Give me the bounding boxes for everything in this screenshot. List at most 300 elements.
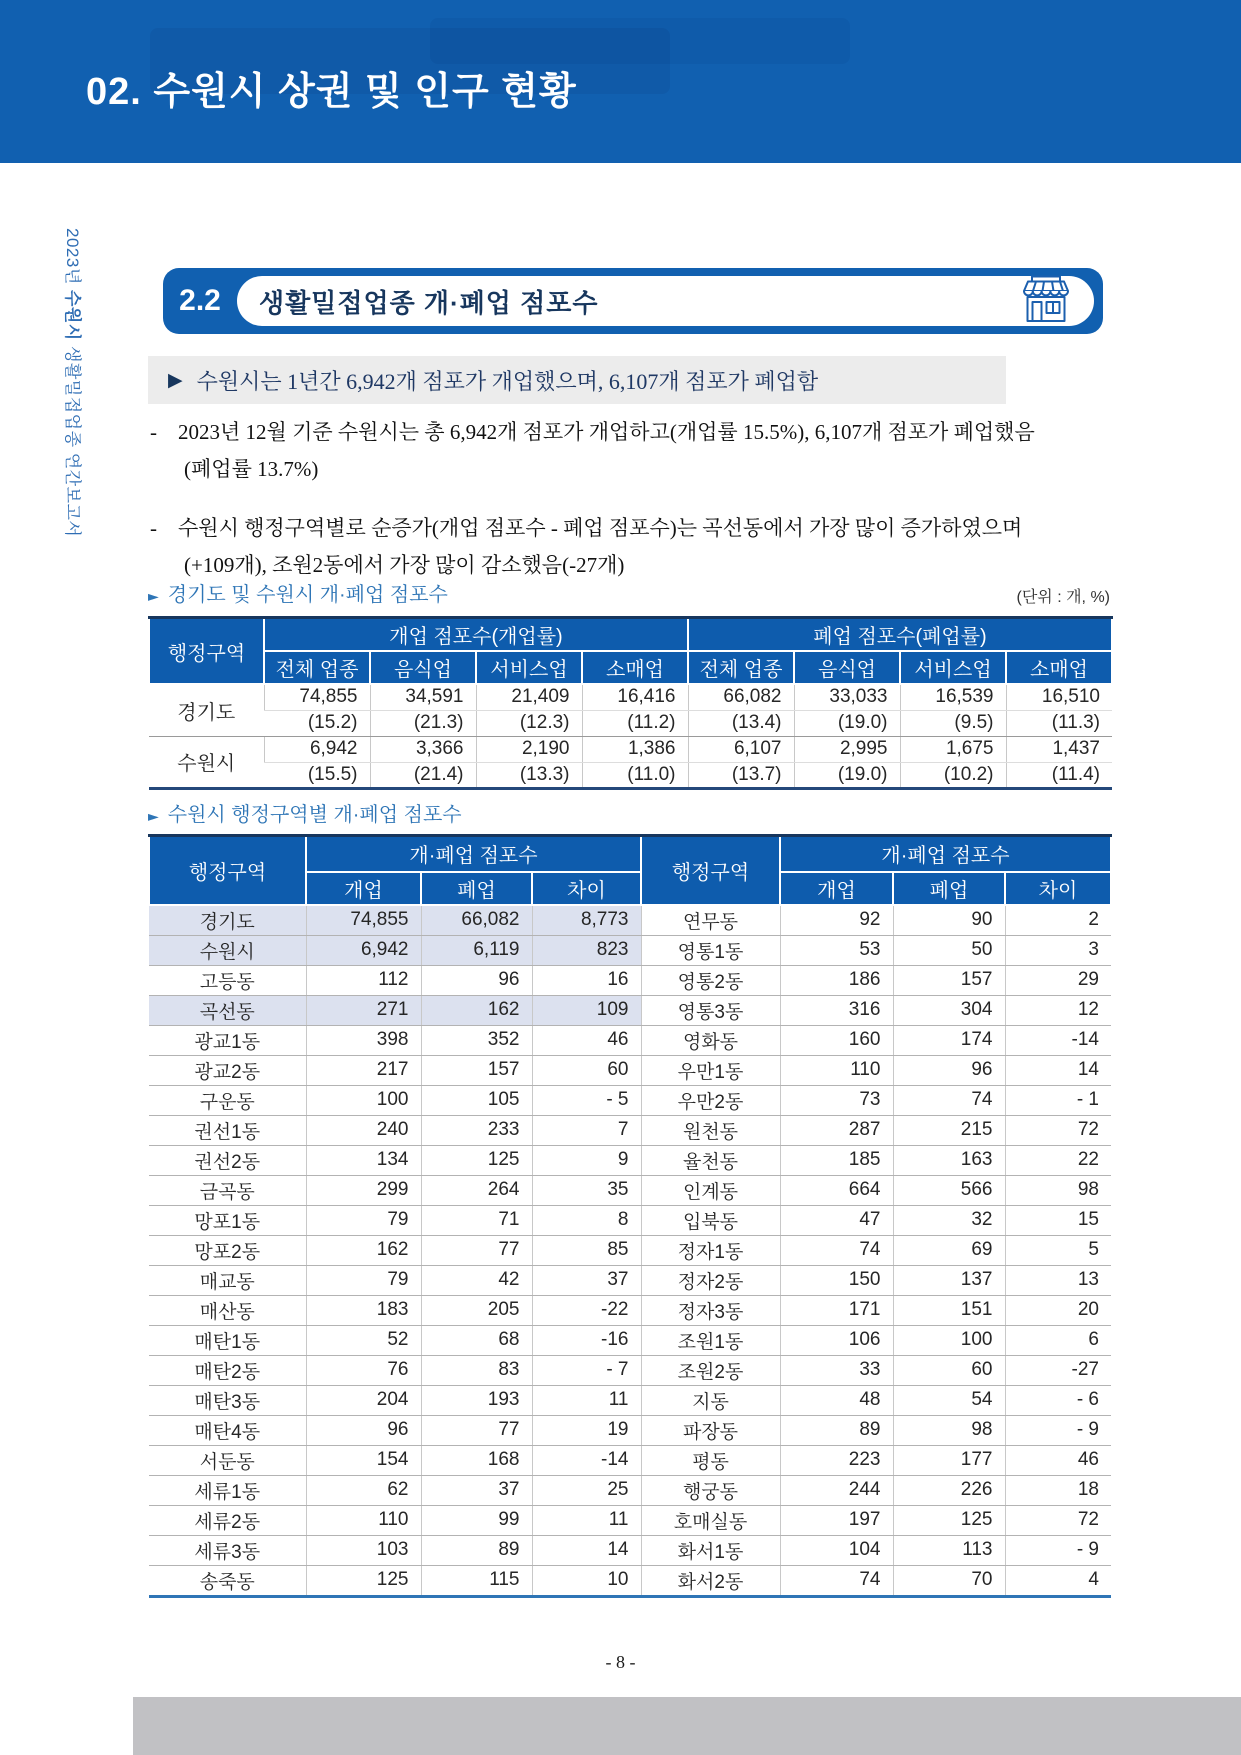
open-count-cell: 186 <box>780 965 893 995</box>
district-name-cell: 고등동 <box>149 965 306 995</box>
open-count-cell: 271 <box>306 995 421 1025</box>
table2-column-header: 차이 <box>532 872 641 905</box>
table-row <box>149 1415 1111 1445</box>
table2-group-header: 개·폐업 점포수 <box>780 836 1111 872</box>
district-name-cell: 정자1동 <box>641 1235 780 1265</box>
close-count-cell: 105 <box>421 1085 532 1115</box>
arrow-right-icon: ► <box>148 589 159 605</box>
close-count-cell: 113 <box>893 1535 1005 1565</box>
table-row <box>149 1535 1111 1565</box>
table1-title-text: 경기도 및 수원시 개·폐업 점포수 <box>167 584 448 606</box>
table-row <box>149 995 1111 1025</box>
table-row <box>149 965 1111 995</box>
close-count-cell: 6,119 <box>421 935 532 965</box>
value-cell: 1,386 <box>582 736 688 762</box>
diff-count-cell: -27 <box>1005 1355 1111 1385</box>
diff-count-cell: - 1 <box>1005 1085 1111 1115</box>
rate-cell: (21.3) <box>370 710 476 736</box>
diff-count-cell: 9 <box>532 1145 641 1175</box>
value-cell: 1,437 <box>1006 736 1112 762</box>
district-name-cell: 영통2동 <box>641 965 780 995</box>
open-count-cell: 664 <box>780 1175 893 1205</box>
table1-column-header: 음식업 <box>794 651 900 684</box>
open-count-cell: 52 <box>306 1325 421 1355</box>
diff-count-cell: 19 <box>532 1415 641 1445</box>
open-count-cell: 110 <box>780 1055 893 1085</box>
district-name-cell: 우만2동 <box>641 1085 780 1115</box>
bullet-line: 2023년 12월 기준 수원시는 총 6,942개 점포가 개업하고(개업률 15.5%), 6,107개 점포가 폐업했음 <box>178 420 1035 444</box>
diff-count-cell: 98 <box>1005 1175 1111 1205</box>
rate-cell: (19.0) <box>794 762 900 788</box>
diff-count-cell: 12 <box>1005 995 1111 1025</box>
diff-count-cell: - 9 <box>1005 1415 1111 1445</box>
open-count-cell: 76 <box>306 1355 421 1385</box>
diff-count-cell: 5 <box>1005 1235 1111 1265</box>
table2-body <box>149 905 1111 1597</box>
diff-count-cell: 22 <box>1005 1145 1111 1175</box>
district-name-cell: 매탄2동 <box>149 1355 306 1385</box>
open-count-cell: 185 <box>780 1145 893 1175</box>
table-row <box>149 1205 1111 1235</box>
close-count-cell: 37 <box>421 1475 532 1505</box>
table2-title <box>148 798 462 827</box>
section-title: 생활밀접업종 개·폐업 점포수 <box>259 287 599 318</box>
page-number: - 8 - <box>605 1652 636 1672</box>
open-count-cell: 6,942 <box>306 935 421 965</box>
rate-cell: (15.5) <box>264 762 370 788</box>
close-count-cell: 77 <box>421 1235 532 1265</box>
chapter-banner <box>0 0 1241 163</box>
district-name-cell: 망포1동 <box>149 1205 306 1235</box>
table2-column-header: 폐업 <box>421 872 532 905</box>
banner-watermark <box>430 18 850 64</box>
rate-cell: (12.3) <box>476 710 582 736</box>
district-name-cell: 세류1동 <box>149 1475 306 1505</box>
key-finding-text: 수원시는 1년간 6,942개 점포가 개업했으며, 6,107개 점포가 폐업함 <box>196 368 819 394</box>
rate-cell: (13.4) <box>688 710 794 736</box>
close-count-cell: 60 <box>893 1355 1005 1385</box>
table1-title-row <box>148 578 1110 607</box>
open-count-cell: 89 <box>780 1415 893 1445</box>
table-gyeonggi-suwon <box>148 616 1113 790</box>
diff-count-cell: 72 <box>1005 1115 1111 1145</box>
open-count-cell: 96 <box>306 1415 421 1445</box>
diff-count-cell: 35 <box>532 1175 641 1205</box>
bullet-text <box>178 414 1035 488</box>
table-row <box>149 1115 1111 1145</box>
table1-region-header: 행정구역 <box>149 618 264 685</box>
rate-cell: (11.3) <box>1006 710 1112 736</box>
close-count-cell: 54 <box>893 1385 1005 1415</box>
district-name-cell: 화서2동 <box>641 1565 780 1596</box>
region-cell: 경기도 <box>149 684 264 736</box>
table2-column-header: 폐업 <box>893 872 1005 905</box>
close-count-cell: 89 <box>421 1535 532 1565</box>
close-count-cell: 125 <box>421 1145 532 1175</box>
table1-column-header: 소매업 <box>582 651 688 684</box>
close-count-cell: 98 <box>893 1415 1005 1445</box>
diff-count-cell: 823 <box>532 935 641 965</box>
dash-marker: - <box>150 420 157 444</box>
diff-count-cell: 25 <box>532 1475 641 1505</box>
bottom-gray-bar <box>133 1697 1241 1755</box>
open-count-cell: 154 <box>306 1445 421 1475</box>
table1-column-header: 서비스업 <box>476 651 582 684</box>
diff-count-cell: -14 <box>1005 1025 1111 1055</box>
diff-count-cell: 10 <box>532 1565 641 1596</box>
district-name-cell: 조원2동 <box>641 1355 780 1385</box>
district-name-cell: 정자3동 <box>641 1295 780 1325</box>
district-name-cell: 영화동 <box>641 1025 780 1055</box>
open-count-cell: 183 <box>306 1295 421 1325</box>
table2-title-row <box>148 798 1110 827</box>
open-count-cell: 74,855 <box>306 905 421 936</box>
value-cell: 1,675 <box>900 736 1006 762</box>
section-header <box>163 268 1103 334</box>
district-name-cell: 정자2동 <box>641 1265 780 1295</box>
table1-unit-note: (단위 : 개, %) <box>1016 589 1110 606</box>
diff-count-cell: 11 <box>532 1505 641 1535</box>
close-count-cell: 215 <box>893 1115 1005 1145</box>
close-count-cell: 352 <box>421 1025 532 1055</box>
table-districts <box>148 834 1112 1598</box>
table-row <box>149 1175 1111 1205</box>
close-count-cell: 137 <box>893 1265 1005 1295</box>
table-row <box>149 1265 1111 1295</box>
district-name-cell: 금곡동 <box>149 1175 306 1205</box>
close-count-cell: 168 <box>421 1445 532 1475</box>
rate-cell: (11.2) <box>582 710 688 736</box>
close-count-cell: 151 <box>893 1295 1005 1325</box>
section-title-box <box>237 276 1094 326</box>
open-count-cell: 162 <box>306 1235 421 1265</box>
close-count-cell: 96 <box>421 965 532 995</box>
table2-title-text: 수원시 행정구역별 개·폐업 점포수 <box>167 804 462 826</box>
bullet-line: 수원시 행정구역별로 순증가(개업 점포수 - 폐업 점포수)는 곡선동에서 가장 많이 증가하였으며 <box>178 516 1023 540</box>
open-count-cell: 125 <box>306 1565 421 1596</box>
table1-header-row <box>149 618 1112 652</box>
region-cell: 수원시 <box>149 736 264 788</box>
rate-cell: (15.2) <box>264 710 370 736</box>
open-count-cell: 240 <box>306 1115 421 1145</box>
diff-count-cell: 46 <box>532 1025 641 1055</box>
diff-count-cell: 16 <box>532 965 641 995</box>
diff-count-cell: 37 <box>532 1265 641 1295</box>
table1-column-header: 소매업 <box>1006 651 1112 684</box>
sidebar-text-bold: 수원시 <box>63 289 82 341</box>
close-count-cell: 68 <box>421 1325 532 1355</box>
close-count-cell: 42 <box>421 1265 532 1295</box>
diff-count-cell: 8,773 <box>532 905 641 936</box>
value-cell: 6,942 <box>264 736 370 762</box>
bullet-line: (폐업률 13.7%) <box>184 457 319 481</box>
table-row <box>149 1235 1111 1265</box>
section-number: 2.2 <box>179 284 221 317</box>
open-count-cell: 217 <box>306 1055 421 1085</box>
close-count-cell: 100 <box>893 1325 1005 1355</box>
rate-cell: (9.5) <box>900 710 1006 736</box>
district-name-cell: 연무동 <box>641 905 780 936</box>
close-count-cell: 74 <box>893 1085 1005 1115</box>
close-count-cell: 32 <box>893 1205 1005 1235</box>
sidebar-vertical-text <box>60 228 84 537</box>
close-count-cell: 193 <box>421 1385 532 1415</box>
table1-subheader-row <box>149 651 1112 684</box>
table-row <box>149 1505 1111 1535</box>
close-count-cell: 304 <box>893 995 1005 1025</box>
open-count-cell: 73 <box>780 1085 893 1115</box>
rate-cell: (13.3) <box>476 762 582 788</box>
diff-count-cell: 20 <box>1005 1295 1111 1325</box>
arrow-right-icon: ► <box>148 809 159 825</box>
table1-head <box>149 618 1112 685</box>
table1-column-header: 서비스업 <box>900 651 1006 684</box>
diff-count-cell: 11 <box>532 1385 641 1415</box>
diff-count-cell: - 6 <box>1005 1385 1111 1415</box>
district-name-cell: 입북동 <box>641 1205 780 1235</box>
district-name-cell: 원천동 <box>641 1115 780 1145</box>
table-row <box>149 710 1112 736</box>
open-count-cell: 104 <box>780 1535 893 1565</box>
open-count-cell: 287 <box>780 1115 893 1145</box>
rate-cell: (21.4) <box>370 762 476 788</box>
open-count-cell: 244 <box>780 1475 893 1505</box>
district-name-cell: 영통3동 <box>641 995 780 1025</box>
open-count-cell: 197 <box>780 1505 893 1535</box>
diff-count-cell: - 5 <box>532 1085 641 1115</box>
triangle-bullet-icon: ▶ <box>168 369 183 391</box>
diff-count-cell: 60 <box>532 1055 641 1085</box>
diff-count-cell: 14 <box>1005 1055 1111 1085</box>
district-name-cell: 세류2동 <box>149 1505 306 1535</box>
table2-region-header: 행정구역 <box>641 836 780 905</box>
table1-group-header: 개업 점포수(개업률) <box>264 618 688 652</box>
table-row <box>149 1145 1111 1175</box>
diff-count-cell: 3 <box>1005 935 1111 965</box>
district-name-cell: 파장동 <box>641 1415 780 1445</box>
district-name-cell: 곡선동 <box>149 995 306 1025</box>
close-count-cell: 77 <box>421 1415 532 1445</box>
open-count-cell: 62 <box>306 1475 421 1505</box>
diff-count-cell: -16 <box>532 1325 641 1355</box>
close-count-cell: 69 <box>893 1235 1005 1265</box>
table-row <box>149 1565 1111 1596</box>
close-count-cell: 162 <box>421 995 532 1025</box>
open-count-cell: 110 <box>306 1505 421 1535</box>
bullet-item <box>150 510 1125 584</box>
close-count-cell: 157 <box>893 965 1005 995</box>
diff-count-cell: 72 <box>1005 1505 1111 1535</box>
district-name-cell: 광교2동 <box>149 1055 306 1085</box>
diff-count-cell: 46 <box>1005 1445 1111 1475</box>
diff-count-cell: 4 <box>1005 1565 1111 1596</box>
table-row <box>149 905 1111 936</box>
district-name-cell: 우만1동 <box>641 1055 780 1085</box>
diff-count-cell: - 9 <box>1005 1535 1111 1565</box>
table2-column-header: 개업 <box>780 872 893 905</box>
close-count-cell: 125 <box>893 1505 1005 1535</box>
diff-count-cell: 15 <box>1005 1205 1111 1235</box>
open-count-cell: 74 <box>780 1235 893 1265</box>
district-name-cell: 인계동 <box>641 1175 780 1205</box>
close-count-cell: 96 <box>893 1055 1005 1085</box>
open-count-cell: 47 <box>780 1205 893 1235</box>
table1-title <box>148 578 448 607</box>
close-count-cell: 566 <box>893 1175 1005 1205</box>
diff-count-cell: 85 <box>532 1235 641 1265</box>
rate-cell: (10.2) <box>900 762 1006 788</box>
rate-cell: (13.7) <box>688 762 794 788</box>
rate-cell: (11.4) <box>1006 762 1112 788</box>
value-cell: 16,539 <box>900 684 1006 710</box>
table2-head <box>149 836 1111 905</box>
open-count-cell: 150 <box>780 1265 893 1295</box>
district-name-cell: 권선2동 <box>149 1145 306 1175</box>
district-name-cell: 행궁동 <box>641 1475 780 1505</box>
table-row <box>149 1085 1111 1115</box>
chapter-title: 02. 수원시 상권 및 인구 현황 <box>86 71 577 113</box>
diff-count-cell: 13 <box>1005 1265 1111 1295</box>
table-row <box>149 1385 1111 1415</box>
value-cell: 3,366 <box>370 736 476 762</box>
close-count-cell: 233 <box>421 1115 532 1145</box>
district-name-cell: 호매실동 <box>641 1505 780 1535</box>
open-count-cell: 48 <box>780 1385 893 1415</box>
table2-group-header: 개·폐업 점포수 <box>306 836 641 872</box>
value-cell: 16,510 <box>1006 684 1112 710</box>
open-count-cell: 92 <box>780 905 893 936</box>
open-count-cell: 79 <box>306 1205 421 1235</box>
close-count-cell: 163 <box>893 1145 1005 1175</box>
open-count-cell: 106 <box>780 1325 893 1355</box>
diff-count-cell: 109 <box>532 995 641 1025</box>
diff-count-cell: 14 <box>532 1535 641 1565</box>
bullet-item <box>150 414 1125 488</box>
close-count-cell: 66,082 <box>421 905 532 936</box>
district-name-cell: 광교1동 <box>149 1025 306 1055</box>
district-name-cell: 지동 <box>641 1385 780 1415</box>
close-count-cell: 83 <box>421 1355 532 1385</box>
close-count-cell: 264 <box>421 1175 532 1205</box>
value-cell: 21,409 <box>476 684 582 710</box>
value-cell: 34,591 <box>370 684 476 710</box>
open-count-cell: 134 <box>306 1145 421 1175</box>
table-row <box>149 1025 1111 1055</box>
district-name-cell: 평동 <box>641 1445 780 1475</box>
value-cell: 66,082 <box>688 684 794 710</box>
open-count-cell: 53 <box>780 935 893 965</box>
diff-count-cell: -14 <box>532 1445 641 1475</box>
table2-column-header: 개업 <box>306 872 421 905</box>
district-name-cell: 화서1동 <box>641 1535 780 1565</box>
close-count-cell: 157 <box>421 1055 532 1085</box>
open-count-cell: 171 <box>780 1295 893 1325</box>
open-count-cell: 398 <box>306 1025 421 1055</box>
diff-count-cell: 7 <box>532 1115 641 1145</box>
open-count-cell: 79 <box>306 1265 421 1295</box>
table2-region-header: 행정구역 <box>149 836 306 905</box>
district-name-cell: 매탄3동 <box>149 1385 306 1415</box>
open-count-cell: 74 <box>780 1565 893 1596</box>
value-cell: 2,995 <box>794 736 900 762</box>
open-count-cell: 112 <box>306 965 421 995</box>
table-row <box>149 1055 1111 1085</box>
table1-column-header: 음식업 <box>370 651 476 684</box>
diff-count-cell: -22 <box>532 1295 641 1325</box>
sidebar-text-pre: 2023년 <box>63 228 82 290</box>
diff-count-cell: 2 <box>1005 905 1111 936</box>
storefront-icon <box>1020 275 1072 328</box>
dash-marker: - <box>150 516 157 540</box>
open-count-cell: 103 <box>306 1535 421 1565</box>
diff-count-cell: 29 <box>1005 965 1111 995</box>
key-finding-bar <box>148 356 1006 404</box>
open-count-cell: 204 <box>306 1385 421 1415</box>
table1-body <box>149 684 1112 788</box>
value-cell: 74,855 <box>264 684 370 710</box>
district-name-cell: 매탄4동 <box>149 1415 306 1445</box>
district-name-cell: 조원1동 <box>641 1325 780 1355</box>
bullet-text <box>178 510 1022 584</box>
table-row <box>149 762 1112 788</box>
district-name-cell: 송죽동 <box>149 1565 306 1596</box>
open-count-cell: 100 <box>306 1085 421 1115</box>
rate-cell: (11.0) <box>582 762 688 788</box>
table-row <box>149 1445 1111 1475</box>
table-row <box>149 1355 1111 1385</box>
district-name-cell: 경기도 <box>149 905 306 936</box>
diff-count-cell: 8 <box>532 1205 641 1235</box>
table1-column-header: 전체 업종 <box>688 651 794 684</box>
table-row <box>149 1295 1111 1325</box>
close-count-cell: 205 <box>421 1295 532 1325</box>
value-cell: 16,416 <box>582 684 688 710</box>
district-name-cell: 매교동 <box>149 1265 306 1295</box>
value-cell: 6,107 <box>688 736 794 762</box>
sidebar-text-post: 생활밀접업종 연간보고서 <box>63 340 82 538</box>
open-count-cell: 160 <box>780 1025 893 1055</box>
close-count-cell: 226 <box>893 1475 1005 1505</box>
table-row <box>149 736 1112 762</box>
diff-count-cell: 18 <box>1005 1475 1111 1505</box>
table1-column-header: 전체 업종 <box>264 651 370 684</box>
district-name-cell: 구운동 <box>149 1085 306 1115</box>
bullet-line: (+109개), 조원2동에서 가장 많이 감소했음(-27개) <box>184 553 625 577</box>
close-count-cell: 115 <box>421 1565 532 1596</box>
district-name-cell: 매탄1동 <box>149 1325 306 1355</box>
close-count-cell: 71 <box>421 1205 532 1235</box>
table-row <box>149 1325 1111 1355</box>
district-name-cell: 율천동 <box>641 1145 780 1175</box>
close-count-cell: 50 <box>893 935 1005 965</box>
table-row <box>149 1475 1111 1505</box>
table2-header-row <box>149 836 1111 872</box>
close-count-cell: 177 <box>893 1445 1005 1475</box>
value-cell: 33,033 <box>794 684 900 710</box>
close-count-cell: 174 <box>893 1025 1005 1055</box>
value-cell: 2,190 <box>476 736 582 762</box>
district-name-cell: 망포2동 <box>149 1235 306 1265</box>
district-name-cell: 세류3동 <box>149 1535 306 1565</box>
diff-count-cell: 6 <box>1005 1325 1111 1355</box>
table2-column-header: 차이 <box>1005 872 1111 905</box>
rate-cell: (19.0) <box>794 710 900 736</box>
district-name-cell: 수원시 <box>149 935 306 965</box>
open-count-cell: 223 <box>780 1445 893 1475</box>
district-name-cell: 권선1동 <box>149 1115 306 1145</box>
table-row <box>149 684 1112 710</box>
table1-group-header: 폐업 점포수(폐업률) <box>688 618 1112 652</box>
